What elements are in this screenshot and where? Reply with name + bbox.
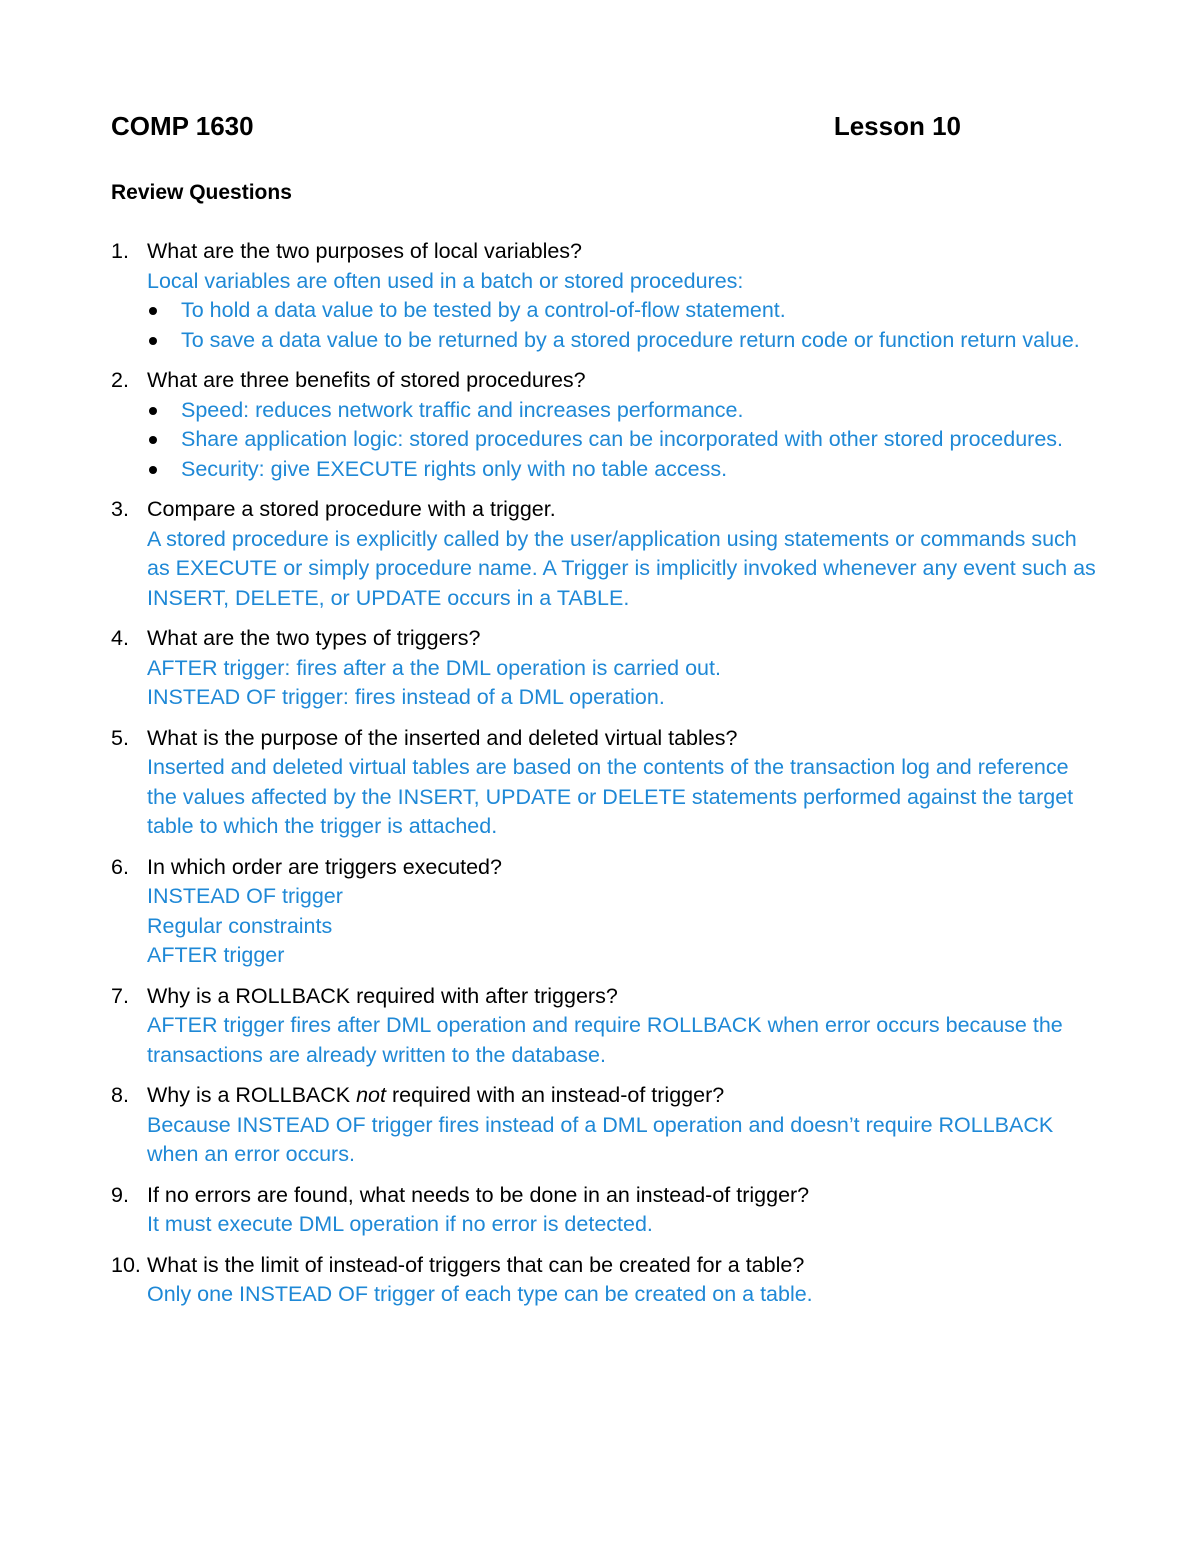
question-number: 10. bbox=[111, 1252, 141, 1277]
bullet-icon bbox=[149, 466, 157, 474]
answer-text: Because INSTEAD OF trigger fires instead of a DML operation and doesn’t require ROLLBACK when an error occurs. bbox=[147, 1112, 1054, 1166]
answer-text: Local variables are often used in a batch or stored procedures: bbox=[147, 268, 744, 293]
bullet-text: To hold a data value to be tested by a control-of-flow statement. bbox=[181, 298, 786, 322]
question-text: What are three benefits of stored procedures? bbox=[147, 368, 586, 392]
question-text: Why is a ROLLBACK required with after triggers? bbox=[147, 983, 618, 1008]
bullet-text: Security: give EXECUTE rights only with no table access. bbox=[181, 456, 728, 481]
questions-list bbox=[111, 237, 1101, 1321]
question-number: 7. bbox=[111, 983, 129, 1008]
question-number: 9. bbox=[111, 1182, 129, 1207]
bullet-text: Speed: reduces network traffic and increases performance. bbox=[181, 397, 744, 422]
bullet-icon bbox=[149, 307, 157, 315]
bullet-text: Share application logic: stored procedures can be incorporated with other stored procedures. bbox=[181, 427, 1064, 451]
answer-text: Inserted and deleted virtual tables are based on the contents of the transaction log and reference the values affected by the INSERT, UPDATE or DELETE statements performed against the target table to which the trigger is attached. bbox=[147, 755, 1074, 838]
question-text: If no errors are found, what needs to be done in an instead-of trigger? bbox=[147, 1182, 810, 1207]
bullet-icon bbox=[149, 337, 157, 345]
question-item bbox=[111, 624, 1101, 713]
answer-bullet bbox=[147, 296, 1101, 326]
bullet-icon bbox=[149, 407, 157, 415]
section-title: Review Questions bbox=[111, 181, 292, 204]
question-number: 1. bbox=[111, 239, 129, 263]
question-text-part: Why is a ROLLBACK bbox=[147, 1083, 357, 1107]
question-text: What is the purpose of the inserted and deleted virtual tables? bbox=[147, 725, 738, 750]
lesson-title: Lesson 10 bbox=[833, 111, 961, 141]
document-header bbox=[111, 111, 961, 145]
answer-bullet bbox=[147, 425, 1101, 455]
question-number: 5. bbox=[111, 725, 129, 750]
answer-text: A stored procedure is explicitly called by the user/application using statements or commands such as EXECUTE or simply procedure name. A Trigger is implicitly invoked whenever any event such as INSERT, DELETE, or UPDATE occurs in a TABLE. bbox=[147, 526, 1096, 610]
question-item bbox=[111, 1081, 1101, 1170]
answer-line: Regular constraints bbox=[147, 913, 333, 938]
answer-text: It must execute DML operation if no error is detected. bbox=[147, 1212, 653, 1236]
question-number: 8. bbox=[111, 1083, 129, 1107]
question-item bbox=[111, 724, 1101, 842]
bullet-icon bbox=[149, 436, 157, 444]
answer-text: Only one INSTEAD OF trigger of each type can be created on a table. bbox=[147, 1282, 813, 1306]
answer-line: INSTEAD OF trigger bbox=[147, 884, 343, 908]
question-text: What are the two purposes of local variables? bbox=[147, 239, 583, 263]
answer-line: AFTER trigger: fires after a the DML operation is carried out. bbox=[147, 655, 721, 680]
answer-bullets bbox=[147, 396, 1101, 485]
question-text-emphasis: not bbox=[356, 1083, 386, 1107]
question-number: 4. bbox=[111, 626, 129, 650]
question-text bbox=[147, 1081, 1101, 1111]
question-text: In which order are triggers executed? bbox=[147, 854, 502, 879]
question-item bbox=[111, 237, 1101, 355]
answer-bullets bbox=[147, 296, 1101, 355]
question-number: 2. bbox=[111, 368, 129, 392]
answer-bullet bbox=[147, 455, 1101, 485]
answer-text: AFTER trigger fires after DML operation and require ROLLBACK when error occurs because the transactions are already written to the database. bbox=[147, 1013, 1063, 1067]
question-item bbox=[111, 495, 1101, 613]
bullet-text: To save a data value to be returned by a stored procedure return code or function return value. bbox=[181, 327, 1080, 352]
answer-bullet bbox=[147, 326, 1101, 356]
question-number: 3. bbox=[111, 497, 129, 521]
question-text: What is the limit of instead-of triggers that can be created for a table? bbox=[147, 1252, 805, 1277]
answer-line: AFTER trigger bbox=[147, 943, 285, 967]
question-item bbox=[111, 982, 1101, 1071]
question-text: Compare a stored procedure with a trigger. bbox=[147, 497, 556, 521]
course-code: COMP 1630 bbox=[111, 111, 254, 141]
question-item bbox=[111, 853, 1101, 971]
answer-bullet bbox=[147, 396, 1101, 426]
question-item bbox=[111, 1251, 1101, 1310]
answer-line: INSTEAD OF trigger: fires instead of a DML operation. bbox=[147, 685, 665, 709]
question-text-part: required with an instead-of trigger? bbox=[385, 1083, 725, 1107]
question-item bbox=[111, 1181, 1101, 1240]
question-text: What are the two types of triggers? bbox=[147, 626, 481, 650]
question-item bbox=[111, 366, 1101, 484]
question-number: 6. bbox=[111, 854, 129, 879]
